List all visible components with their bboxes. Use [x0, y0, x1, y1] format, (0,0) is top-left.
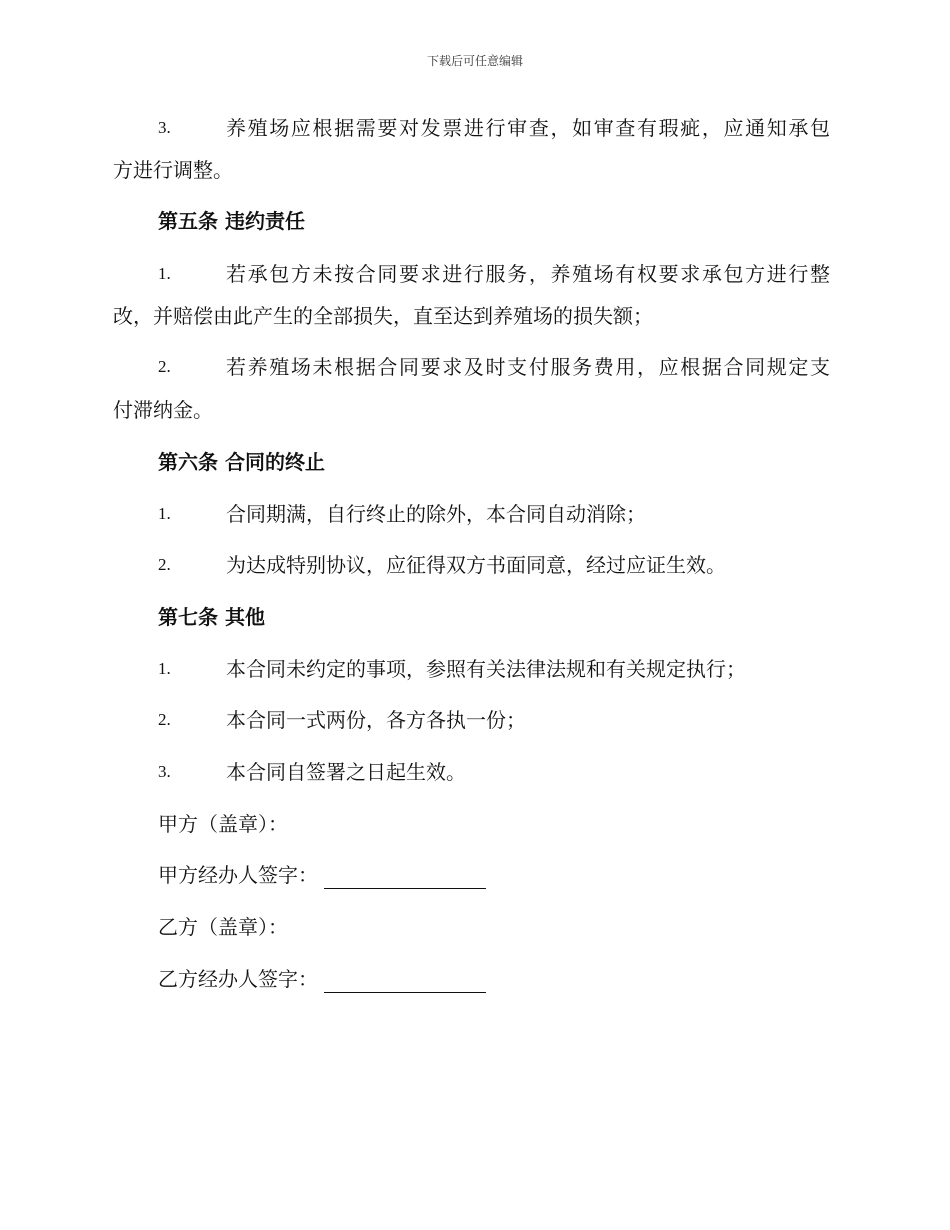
- party-b-agent-signature: [158, 965, 486, 993]
- party-b-seal-label: 乙方（盖章）：: [158, 915, 288, 939]
- paragraph-line: 养殖场应根据需要对发票进行审查，如审查有瑕疵，应通知承包: [226, 116, 830, 140]
- item-number: 3.: [158, 118, 171, 137]
- paragraph-line: 本合同未约定的事项，参照有关法律法规和有关规定执行；: [226, 657, 746, 681]
- party-a-agent-label: 甲方经办人签字：: [158, 863, 318, 887]
- paragraph-line: 若承包方未按合同要求进行服务，养殖场有权要求承包方进行整: [226, 262, 830, 286]
- paragraph-line: 方进行调整。: [113, 158, 233, 182]
- section-heading-other: 第七条 其他: [158, 605, 265, 629]
- paragraph-line: 为达成特别协议，应征得双方书面同意，经过应证生效。: [226, 553, 726, 577]
- item-number: 2.: [158, 357, 171, 376]
- party-a-agent-signature: [158, 861, 486, 889]
- item-number: 1.: [158, 264, 171, 283]
- party-b-agent-label: 乙方经办人签字：: [158, 967, 318, 991]
- paragraph-line: 合同期满，自行终止的除外，本合同自动消除；: [226, 502, 646, 526]
- item-number: 2.: [158, 555, 171, 574]
- paragraph-line: 付滞纳金。: [113, 398, 213, 422]
- section-heading-termination: 第六条 合同的终止: [158, 450, 325, 474]
- page-header-watermark: 下载后可任意编辑: [426, 54, 523, 68]
- section-heading-breach: 第五条 违约责任: [158, 209, 305, 233]
- paragraph-line: 本合同自签署之日起生效。: [226, 760, 466, 784]
- party-a-seal-label: 甲方（盖章）：: [158, 812, 288, 836]
- item-number: 1.: [158, 659, 171, 678]
- paragraph-line: 改，并赔偿由此产生的全部损失，直至达到养殖场的损失额；: [113, 304, 653, 328]
- item-number: 1.: [158, 504, 171, 523]
- party-a-signature-line[interactable]: [324, 866, 486, 889]
- paragraph-line: 若养殖场未根据合同要求及时支付服务费用，应根据合同规定支: [226, 355, 830, 379]
- party-b-signature-line[interactable]: [324, 970, 486, 993]
- item-number: 2.: [158, 710, 171, 729]
- paragraph-line: 本合同一式两份，各方各执一份；: [226, 708, 526, 732]
- item-number: 3.: [158, 762, 171, 781]
